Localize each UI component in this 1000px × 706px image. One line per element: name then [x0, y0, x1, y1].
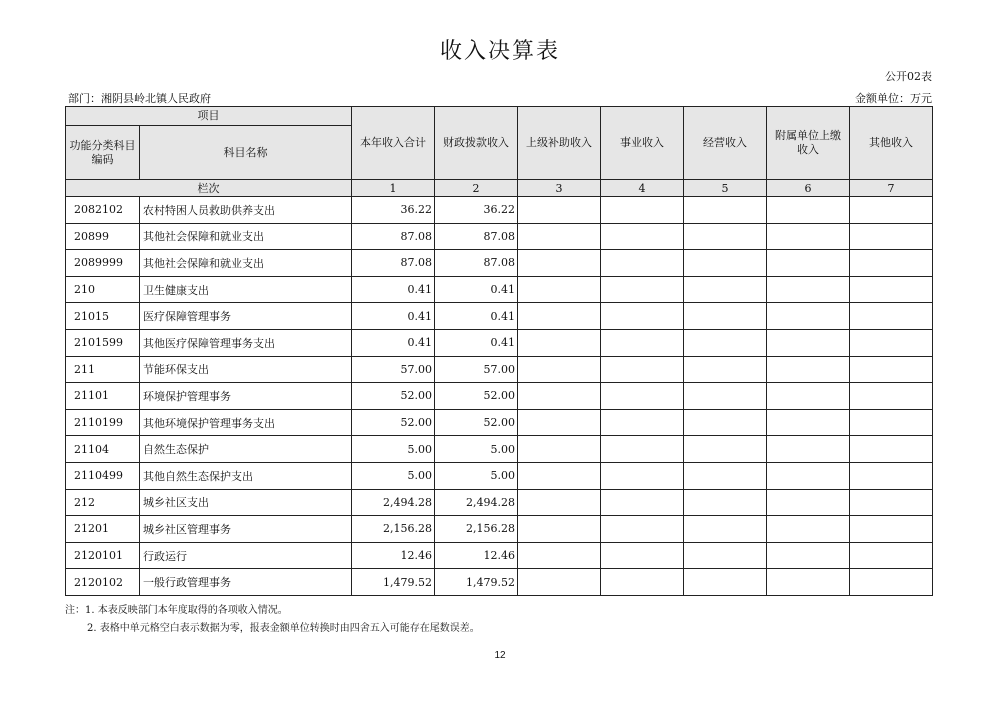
- empty-cell: [518, 303, 601, 330]
- empty-cell: [767, 276, 850, 303]
- code-cell: 212: [66, 489, 140, 516]
- col-number-5: 5: [684, 180, 767, 197]
- code-cell: 2120101: [66, 542, 140, 569]
- empty-cell: [518, 436, 601, 463]
- name-cell: 医疗保障管理事务: [140, 303, 352, 330]
- empty-cell: [684, 197, 767, 224]
- code-cell: 2089999: [66, 250, 140, 277]
- header-col-6: 附属单位上缴收入: [767, 107, 850, 180]
- empty-cell: [684, 250, 767, 277]
- empty-cell: [767, 489, 850, 516]
- empty-cell: [850, 436, 933, 463]
- fiscal-cell: 12.46: [435, 542, 518, 569]
- empty-cell: [684, 303, 767, 330]
- empty-cell: [684, 516, 767, 543]
- empty-cell: [518, 329, 601, 356]
- code-cell: 20899: [66, 223, 140, 250]
- table-row: [66, 276, 933, 303]
- name-cell: 城乡社区管理事务: [140, 516, 352, 543]
- code-cell: 2082102: [66, 197, 140, 224]
- amount-unit-label: 金额单位：万元: [855, 92, 932, 105]
- income-table: [65, 106, 933, 596]
- total-cell: 36.22: [352, 197, 435, 224]
- table-row: [66, 436, 933, 463]
- name-cell: 其他环境保护管理事务支出: [140, 409, 352, 436]
- empty-cell: [601, 542, 684, 569]
- empty-cell: [684, 409, 767, 436]
- name-cell: 环境保护管理事务: [140, 383, 352, 410]
- empty-cell: [850, 409, 933, 436]
- empty-cell: [850, 276, 933, 303]
- total-cell: 5.00: [352, 436, 435, 463]
- table-row: [66, 356, 933, 383]
- empty-cell: [601, 223, 684, 250]
- empty-cell: [684, 436, 767, 463]
- header-col-1: 本年收入合计: [352, 107, 435, 180]
- empty-cell: [684, 223, 767, 250]
- total-cell: 2,156.28: [352, 516, 435, 543]
- table-row: [66, 329, 933, 356]
- empty-cell: [518, 223, 601, 250]
- code-cell: 211: [66, 356, 140, 383]
- total-cell: 5.00: [352, 462, 435, 489]
- empty-cell: [767, 383, 850, 410]
- fiscal-cell: 5.00: [435, 436, 518, 463]
- name-cell: 其他自然生态保护支出: [140, 462, 352, 489]
- page-title: 收入决算表: [439, 39, 560, 64]
- total-cell: 87.08: [352, 223, 435, 250]
- empty-cell: [850, 356, 933, 383]
- empty-cell: [850, 542, 933, 569]
- name-cell: 自然生态保护: [140, 436, 352, 463]
- empty-cell: [601, 276, 684, 303]
- table-row: [66, 303, 933, 330]
- fiscal-cell: 5.00: [435, 462, 518, 489]
- code-cell: 2110199: [66, 409, 140, 436]
- table-row: [66, 197, 933, 224]
- empty-cell: [684, 542, 767, 569]
- fiscal-cell: 52.00: [435, 409, 518, 436]
- empty-cell: [684, 276, 767, 303]
- name-cell: 卫生健康支出: [140, 276, 352, 303]
- empty-cell: [767, 409, 850, 436]
- empty-cell: [850, 329, 933, 356]
- empty-cell: [601, 303, 684, 330]
- empty-cell: [518, 276, 601, 303]
- fiscal-cell: 2,494.28: [435, 489, 518, 516]
- empty-cell: [850, 197, 933, 224]
- empty-cell: [601, 436, 684, 463]
- table-row: [66, 542, 933, 569]
- department-label: 部门：湘阴县岭北镇人民政府: [68, 92, 211, 105]
- empty-cell: [601, 383, 684, 410]
- name-cell: 行政运行: [140, 542, 352, 569]
- empty-cell: [767, 516, 850, 543]
- empty-cell: [518, 250, 601, 277]
- total-cell: 87.08: [352, 250, 435, 277]
- empty-cell: [601, 462, 684, 489]
- col-number-2: 2: [435, 180, 518, 197]
- empty-cell: [767, 436, 850, 463]
- header-lanci: 栏次: [66, 180, 352, 197]
- empty-cell: [601, 197, 684, 224]
- name-cell: 节能环保支出: [140, 356, 352, 383]
- name-cell: 城乡社区支出: [140, 489, 352, 516]
- header-project: 项目: [66, 107, 352, 126]
- header-name: 科目名称: [140, 126, 352, 180]
- total-cell: 52.00: [352, 409, 435, 436]
- empty-cell: [850, 250, 933, 277]
- empty-cell: [684, 329, 767, 356]
- page-number: 12: [494, 650, 506, 661]
- fiscal-cell: 1,479.52: [435, 569, 518, 596]
- empty-cell: [518, 383, 601, 410]
- fiscal-cell: 87.08: [435, 250, 518, 277]
- empty-cell: [601, 356, 684, 383]
- fiscal-cell: 0.41: [435, 329, 518, 356]
- empty-cell: [518, 462, 601, 489]
- empty-cell: [684, 383, 767, 410]
- table-row: [66, 569, 933, 596]
- fiscal-cell: 36.22: [435, 197, 518, 224]
- note-2: 2. 表格中单元格空白表示数据为零，报表金额单位转换时由四舍五入可能存在尾数误差。: [87, 623, 480, 634]
- empty-cell: [767, 197, 850, 224]
- empty-cell: [767, 462, 850, 489]
- name-cell: 一般行政管理事务: [140, 569, 352, 596]
- empty-cell: [684, 356, 767, 383]
- empty-cell: [850, 516, 933, 543]
- col-number-7: 7: [850, 180, 933, 197]
- empty-cell: [518, 516, 601, 543]
- table-row: [66, 409, 933, 436]
- empty-cell: [850, 489, 933, 516]
- empty-cell: [850, 383, 933, 410]
- table-row: [66, 516, 933, 543]
- name-cell: 其他社会保障和就业支出: [140, 223, 352, 250]
- total-cell: 57.00: [352, 356, 435, 383]
- col-number-6: 6: [767, 180, 850, 197]
- code-cell: 2120102: [66, 569, 140, 596]
- form-number: 公开02表: [885, 70, 932, 83]
- code-cell: 21201: [66, 516, 140, 543]
- total-cell: 0.41: [352, 276, 435, 303]
- empty-cell: [850, 462, 933, 489]
- empty-cell: [767, 356, 850, 383]
- code-cell: 2101599: [66, 329, 140, 356]
- code-cell: 21015: [66, 303, 140, 330]
- name-cell: 其他社会保障和就业支出: [140, 250, 352, 277]
- empty-cell: [767, 303, 850, 330]
- table-row: [66, 383, 933, 410]
- empty-cell: [850, 569, 933, 596]
- code-cell: 2110499: [66, 462, 140, 489]
- empty-cell: [601, 409, 684, 436]
- note-1: 注：1. 本表反映部门本年度取得的各项收入情况。: [65, 605, 288, 616]
- empty-cell: [518, 356, 601, 383]
- empty-cell: [518, 489, 601, 516]
- header-col-3: 上级补助收入: [518, 107, 601, 180]
- empty-cell: [684, 569, 767, 596]
- total-cell: 12.46: [352, 542, 435, 569]
- empty-cell: [767, 329, 850, 356]
- header-col-4: 事业收入: [601, 107, 684, 180]
- empty-cell: [850, 223, 933, 250]
- empty-cell: [601, 250, 684, 277]
- col-number-1: 1: [352, 180, 435, 197]
- empty-cell: [601, 489, 684, 516]
- empty-cell: [601, 329, 684, 356]
- name-cell: 其他医疗保障管理事务支出: [140, 329, 352, 356]
- table-row: [66, 250, 933, 277]
- total-cell: 0.41: [352, 329, 435, 356]
- header-col-5: 经营收入: [684, 107, 767, 180]
- table-row: [66, 223, 933, 250]
- col-number-3: 3: [518, 180, 601, 197]
- header-code: 功能分类科目编码: [66, 126, 140, 180]
- empty-cell: [850, 303, 933, 330]
- empty-cell: [684, 489, 767, 516]
- fiscal-cell: 2,156.28: [435, 516, 518, 543]
- name-cell: 农村特困人员救助供养支出: [140, 197, 352, 224]
- fiscal-cell: 87.08: [435, 223, 518, 250]
- code-cell: 21101: [66, 383, 140, 410]
- fiscal-cell: 0.41: [435, 276, 518, 303]
- total-cell: 2,494.28: [352, 489, 435, 516]
- fiscal-cell: 52.00: [435, 383, 518, 410]
- empty-cell: [767, 569, 850, 596]
- empty-cell: [518, 409, 601, 436]
- empty-cell: [518, 569, 601, 596]
- fiscal-cell: 57.00: [435, 356, 518, 383]
- fiscal-cell: 0.41: [435, 303, 518, 330]
- total-cell: 1,479.52: [352, 569, 435, 596]
- empty-cell: [684, 462, 767, 489]
- header-col-7: 其他收入: [850, 107, 933, 180]
- empty-cell: [767, 223, 850, 250]
- empty-cell: [601, 569, 684, 596]
- empty-cell: [767, 542, 850, 569]
- table-row: [66, 462, 933, 489]
- header-col-2: 财政拨款收入: [435, 107, 518, 180]
- total-cell: 0.41: [352, 303, 435, 330]
- total-cell: 52.00: [352, 383, 435, 410]
- empty-cell: [518, 542, 601, 569]
- code-cell: 210: [66, 276, 140, 303]
- notes: [65, 602, 480, 638]
- col-number-4: 4: [601, 180, 684, 197]
- empty-cell: [767, 250, 850, 277]
- table-row: [66, 489, 933, 516]
- code-cell: 21104: [66, 436, 140, 463]
- empty-cell: [518, 197, 601, 224]
- empty-cell: [601, 516, 684, 543]
